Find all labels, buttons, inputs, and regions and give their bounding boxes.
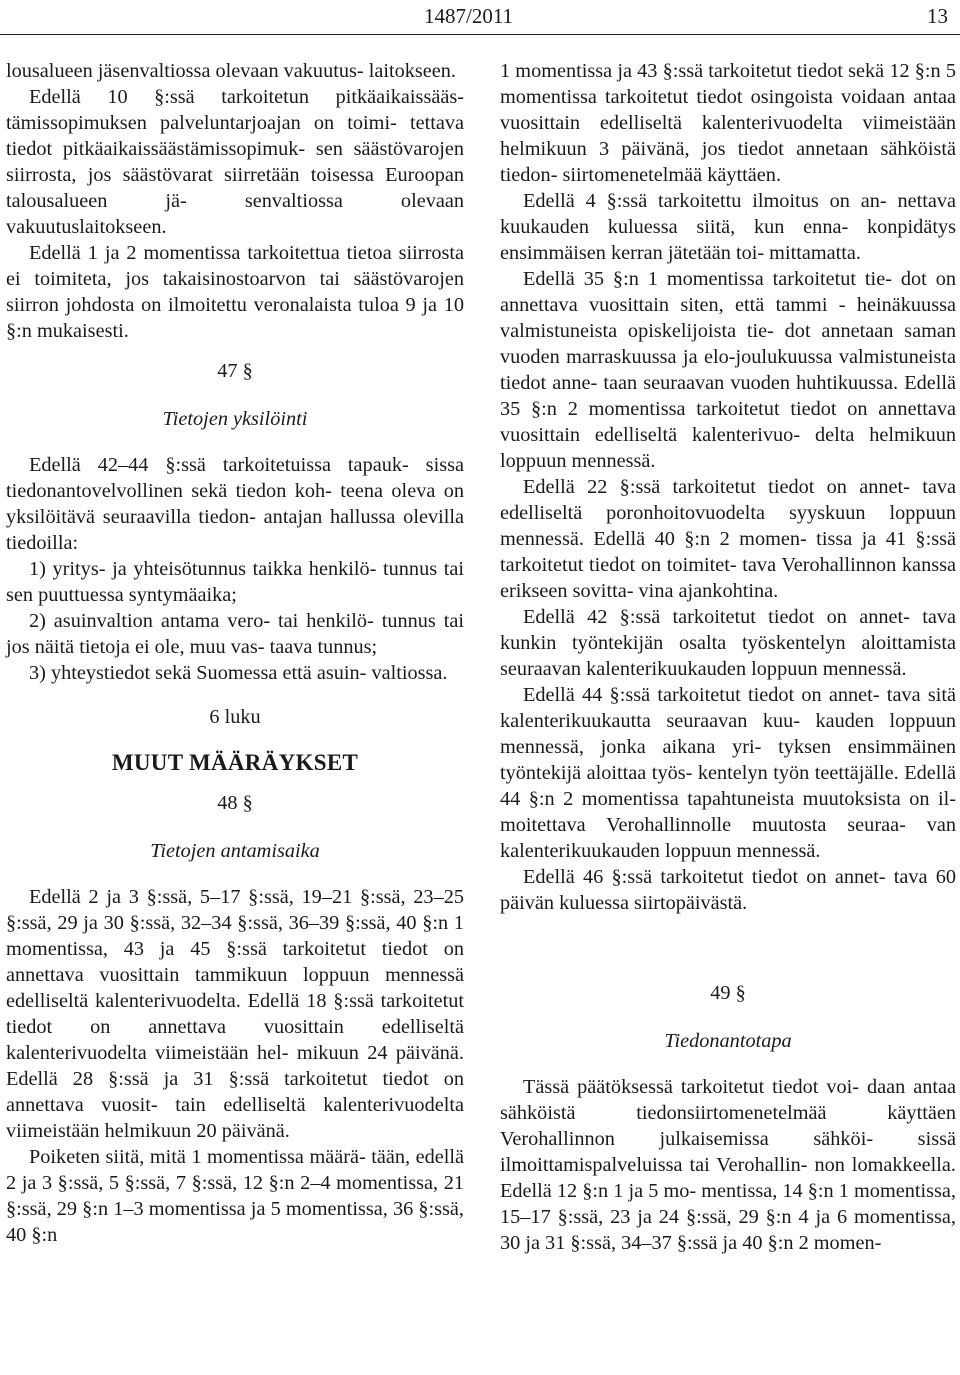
paragraph: Edellä 10 §:ssä tarkoitetun pitkäaikaissääs- tämissopimuksen palveluntarjoajan on toimi- tettava tiedot pitkäaikaissäästämissopimuk- sen säästövarojen siirrosta, jos säästövarat siirretään toisessa Euroopan talousalueen jä- senvaltiossa olevaan vakuutuslaitokseen. bbox=[6, 86, 464, 238]
list-item: 1) yritys- ja yhteisötunnus taikka henkilö- tunnus tai sen puuttuessa syntymäaika; bbox=[6, 558, 464, 606]
paragraph: Edellä 2 ja 3 §:ssä, 5–17 §:ssä, 19–21 §:ssä, 23–25 §:ssä, 29 ja 30 §:ssä, 32–34 §:ssä, 36–39 §:ssä, 40 §:n 1 momentissa, 43 ja 45 §:ssä tarkoitetut tiedot on annettava vuosittain tammikuun loppuun mennessä edelliseltä kalenterivuodelta. Edellä 18 §:ssä tarkoitetut tiedot on annettava vuosittain edelliseltä kalenterivuodelta viimeistään hel- mikuun 24 päivänä. Edellä 28 §:ssä ja 31 §:ssä tarkoitetut tiedot on annettava vuosit- tain edelliseltä kalenterivuodelta viimeistään helmikuun 20 päivänä. bbox=[6, 886, 464, 1142]
left-column bbox=[6, 58, 464, 1248]
document-number: 1487/2011 bbox=[424, 4, 514, 28]
section-number-49: 49 § bbox=[710, 982, 746, 1004]
page-header bbox=[0, 0, 960, 35]
paragraph: lousalueen jäsenvaltiossa olevaan vakuutus- laitokseen. bbox=[6, 60, 457, 82]
paragraph: Edellä 42 §:ssä tarkoitetut tiedot on annet- tava kunkin työntekijän osalta työskentelyn aloittamista seuraavan kalenterikuukauden loppuun mennessä. bbox=[500, 606, 956, 680]
paragraph: Edellä 42–44 §:ssä tarkoitetuissa tapauk- sissa tiedonantovelvollinen sekä tiedon koh- teena oleva on yksilöitävä seuraavilla tiedon- antajan hallussa olevilla tiedoilla: bbox=[6, 454, 464, 554]
paragraph: Poiketen siitä, mitä 1 momentissa määrä- tään, edellä 2 ja 3 §:ssä, 5 §:ssä, 7 §:ssä, 12 §:n 2–4 momentissa, 21 §:ssä, 29 §:n 1–3 momentissa ja 5 momentissa, 36 §:ssä, 40 §:n bbox=[6, 1146, 464, 1246]
paragraph: Edellä 4 §:ssä tarkoitettu ilmoitus on an- nettava kuukauden kuluessa siitä, kun enna- konpidätys ensimmäisen kerran jätetään toi- mittamatta. bbox=[500, 190, 956, 264]
list-item: 3) yhteystiedot sekä Suomessa että asuin- valtiossa. bbox=[29, 662, 448, 684]
paragraph: 1 momentissa ja 43 §:ssä tarkoitetut tiedot sekä 12 §:n 5 momentissa tarkoitetut tiedot osingoista voidaan antaa vuosittain edelliseltä kalenterivuodelta viimeistään helmikuun 3 päivänä, jos tiedot annetaan sähköistä tiedon- siirtomenetelmää käyttäen. bbox=[500, 60, 956, 186]
list-item: 2) asuinvaltion antama vero- tai henkilö- tunnus tai jos näitä tietoja ei ole, muu vas- taava tunnus; bbox=[6, 610, 464, 658]
chapter-title: MUUT MÄÄRÄYKSET bbox=[111, 750, 359, 775]
paragraph: Tässä päätöksessä tarkoitetut tiedot voi- daan antaa sähköistä tiedonsiirtomenetelmää käyttäen Verohallinnon julkaisemissa sähköi- sissä ilmoittamispalveluissa tai Verohallin- non lomakkeella. Edellä 12 §:n 1 ja 5 mo- mentissa, 14 §:n 1 momentissa, 15–17 §:ssä, 23 ja 24 §:ssä, 29 §:n 4 ja 6 momentissa, 30 ja 31 §:ssä, 34–37 §:ssä ja 40 §:n 2 momen- bbox=[500, 1076, 956, 1254]
paragraph: Edellä 35 §:n 1 momentissa tarkoitetut tie- dot on annettava vuosittain siten, että tammi - heinäkuussa valmistuneista opiskelijoista tie- dot annetaan saman vuoden marraskuussa ja elo-joulukuussa valmistuneista tiedot anne- taan seuraavan vuoden huhtikuussa. Edellä 35 §:n 2 momentissa tarkoitetut tiedot on annettava vuosittain edelliseltä kalenterivuo- delta helmikuun loppuun mennessä. bbox=[500, 268, 956, 472]
paragraph: Edellä 22 §:ssä tarkoitetut tiedot on annet- tava edelliseltä poronhoitovuodelta syyskuun loppuun mennessä. Edellä 40 §:n 2 momen- tissa ja 41 §:ssä tarkoitetut tiedot on toimitet- tava Verohallinnon kanssa erikseen sovitta- vina ajankohtina. bbox=[500, 476, 956, 602]
section-number-47: 47 § bbox=[217, 360, 253, 382]
section-title-47: Tietojen yksilöinti bbox=[162, 408, 308, 430]
section-title-48: Tietojen antamisaika bbox=[150, 840, 320, 862]
page-number: 13 bbox=[927, 4, 948, 28]
paragraph: Edellä 1 ja 2 momentissa tarkoitettua tietoa siirrosta ei toimiteta, jos takaisinostoarvon tai säästövarojen siirron johdosta on ilmoitettu veronalaista tuloa 9 ja 10 §:n mukaisesti. bbox=[6, 242, 464, 342]
paragraph: Edellä 46 §:ssä tarkoitetut tiedot on annet- tava 60 päivän kuluessa siirtopäivästä. bbox=[500, 866, 956, 914]
section-title-49: Tiedonantotapa bbox=[664, 1030, 792, 1052]
chapter-number: 6 luku bbox=[209, 706, 261, 728]
section-number-48: 48 § bbox=[217, 792, 253, 814]
paragraph: Edellä 44 §:ssä tarkoitetut tiedot on annet- tava sitä kalenterikuukautta seuraavan kuu- kauden loppuun mennessä, jonka aikana yri- tyksen ensimmäinen työntekijä aloittaa työs- kentelyn työn teettäjälle. Edellä 44 §:n 2 momentissa tapahtuneista muutoksista on il- moitettava Verohallinnolle muutosta seuraa- van kalenterikuukauden loppuun mennessä. bbox=[500, 684, 956, 862]
right-column bbox=[500, 58, 956, 1256]
